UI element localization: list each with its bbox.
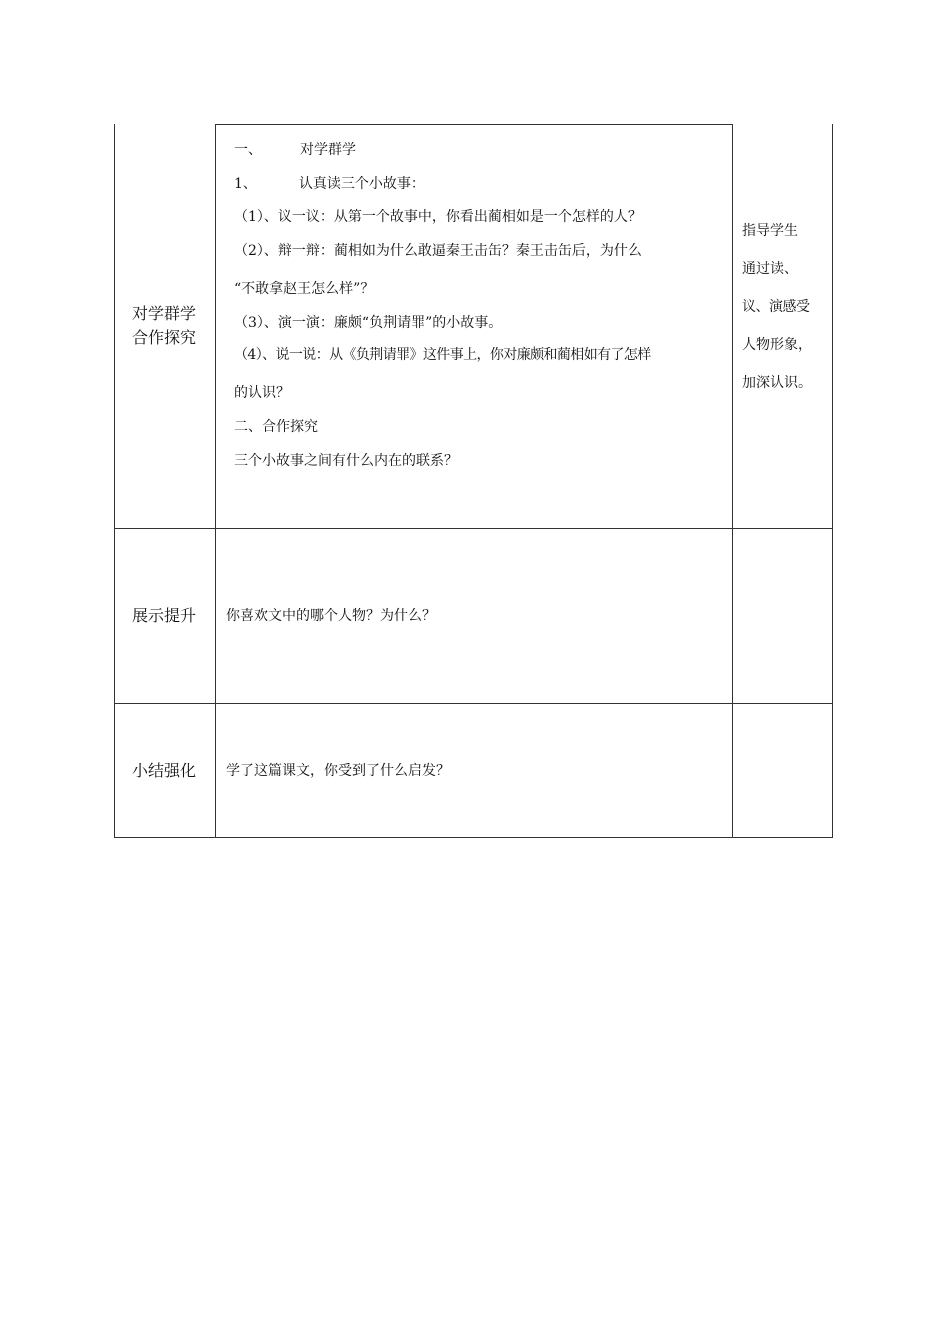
table-left-border: [114, 124, 115, 838]
teacher-note: [742, 212, 828, 402]
task-line-speak-cont: 的认识？: [234, 385, 290, 401]
task-heading-text: 认真读三个小故事：: [298, 176, 425, 192]
list-marker: 1、: [234, 176, 257, 192]
stage-label-line: 对学群学: [131, 304, 196, 323]
note-line: 通过读、: [742, 261, 798, 277]
table-bottom-border: [114, 837, 833, 838]
task-line-debate: （2）、辩一辩：蔺相如为什么敢逼秦王击缶？秦王击缶后，为什么: [234, 243, 642, 259]
task-line-discuss: （1）、议一议：从第一个故事中，你看出蔺相如是一个怎样的人？: [234, 209, 642, 225]
row-divider-2: [114, 703, 833, 704]
section-heading-text: 对学群学: [300, 142, 356, 158]
row-divider-1: [114, 528, 833, 529]
summary-question: 学了这篇课文，你受到了什么启发？: [226, 763, 450, 779]
list-marker: 一、: [234, 142, 262, 158]
note-line: 指导学生: [742, 223, 798, 239]
note-line: 加深认识。: [742, 375, 812, 391]
section-question: 三个小故事之间有什么内在的联系？: [234, 453, 458, 469]
table-column-divider-1: [215, 124, 216, 838]
task-line-speak: （4）、说一说：从《负荆请罪》这件事上，你对廉颇和蔺相如有了怎样: [234, 347, 651, 363]
section-heading-2: 二、合作探究: [234, 419, 318, 435]
task-heading-1: [234, 174, 425, 194]
task-line-debate-cont: “不敢拿赵王怎么样”？: [234, 281, 375, 297]
display-question: 你喜欢文中的哪个人物？为什么？: [226, 608, 436, 624]
note-line: 议、演感受: [742, 299, 810, 315]
stage-label-summary: [116, 759, 212, 783]
stage-label-group-study: [116, 302, 212, 350]
stage-label-display: [116, 604, 212, 628]
table-column-divider-2: [732, 124, 733, 838]
note-line: 人物形象，: [742, 337, 812, 353]
table-right-border: [832, 124, 833, 838]
stage-label-line: 合作探究: [131, 328, 196, 347]
content-cell-top-border: [215, 124, 733, 125]
section-heading-1: [234, 140, 356, 160]
stage-label-line: 小结强化: [131, 761, 196, 780]
stage-label-line: 展示提升: [131, 606, 196, 625]
task-line-act: （3）、演一演：廉颇“负荆请罪”的小故事。: [234, 315, 503, 331]
